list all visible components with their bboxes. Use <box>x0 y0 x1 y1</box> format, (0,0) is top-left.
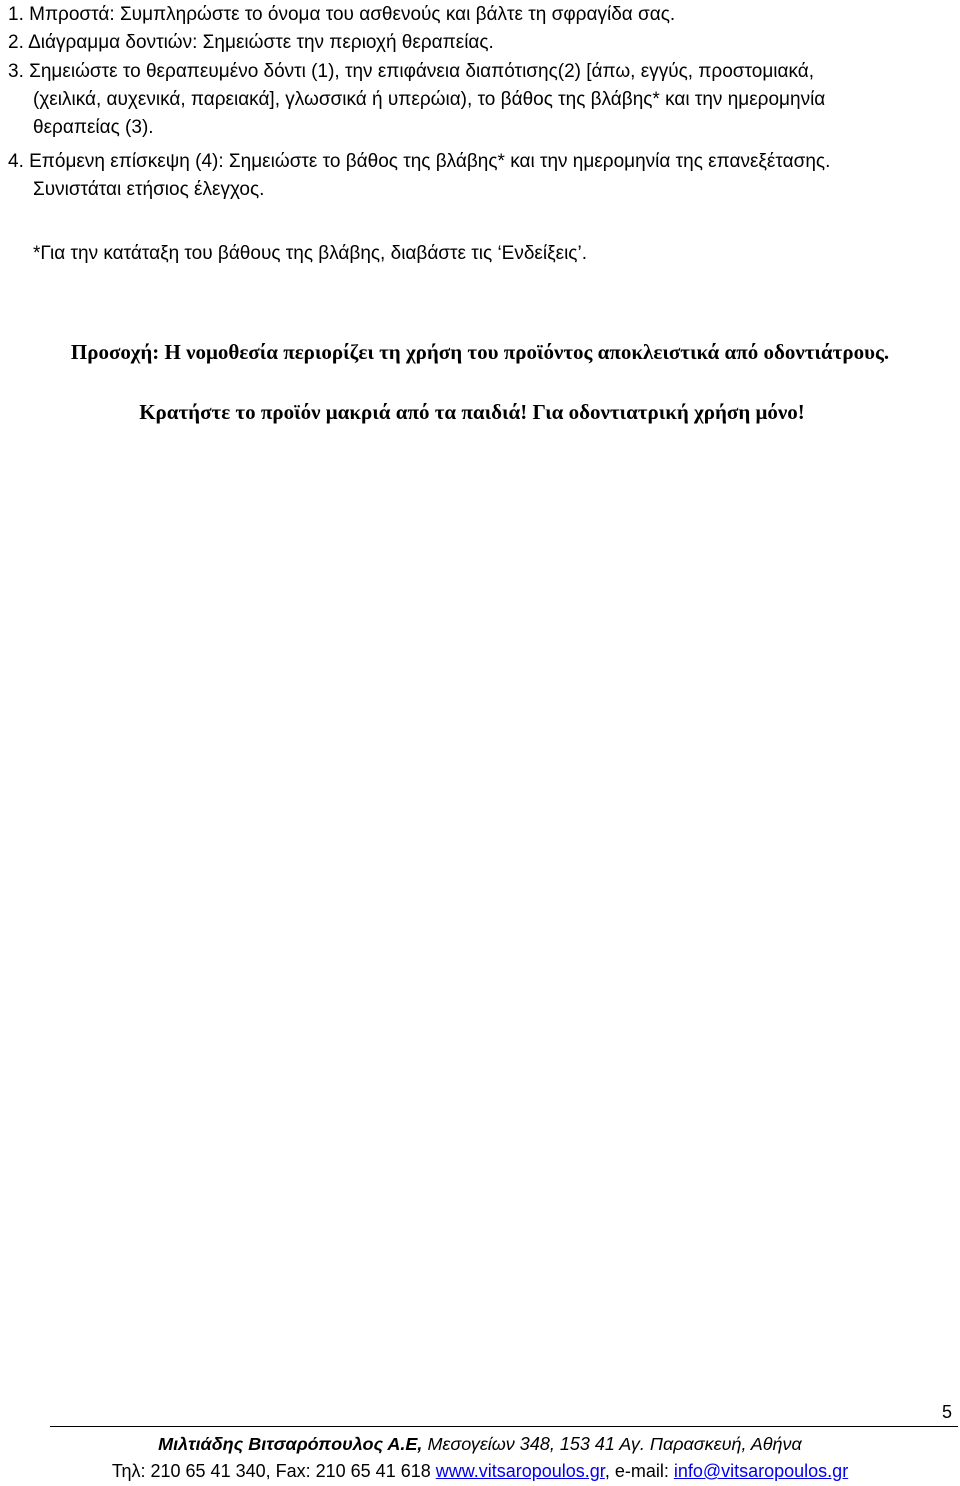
footer-address-line <box>0 1432 960 1456</box>
instruction-step-3-line-1: 3. Σημειώστε το θεραπευμένο δόντι (1), την επιφάνεια διαπότισης(2) [άπω, εγγύς, προστομιακά, <box>8 61 815 82</box>
website-link[interactable]: www.vitsaropoulos.gr <box>435 1461 605 1481</box>
lesion-depth-note: *Για την κατάταξη του βάθους της βλάβης, διαβάστε τις ‘Ενδείξεις’. <box>33 243 587 264</box>
email-label: , e-mail: <box>604 1461 674 1481</box>
legal-warning: Προσοχή: Η νομοθεσία περιορίζει τη χρήση του προϊόντος αποκλειστικά από οδοντιάτρους. <box>70 340 890 364</box>
instruction-step-4-line-2: Συνιστάται ετήσιος έλεγχος. <box>33 179 265 200</box>
instruction-step-1: 1. Μπροστά: Συμπληρώστε το όνομα του ασθενούς και βάλτε τη σφραγίδα σας. <box>8 4 676 25</box>
instruction-step-4-line-1: 4. Επόμενη επίσκεψη (4): Σημειώστε το βάθος της βλάβης* και την ημερομηνία της επανεξέτασης. <box>8 151 831 172</box>
page-number: 5 <box>941 1402 952 1422</box>
footer-divider <box>50 1426 958 1427</box>
instruction-step-2: 2. Διάγραμμα δοντιών: Σημειώστε την περιοχή θεραπείας. <box>8 32 494 53</box>
instruction-step-3-line-2: (χειλικά, αυχενικά, παρειακά], γλωσσικά ή υπερώια), το βάθος της βλάβης* και την ημερομηνία <box>33 89 826 110</box>
email-link[interactable]: info@vitsaropoulos.gr <box>673 1461 849 1481</box>
safety-warning: Κρατήστε το προϊόν μακριά από τα παιδιά! Για οδοντιατρική χρήση μόνο! <box>139 400 805 424</box>
instruction-step-3-line-3: θεραπείας (3). <box>33 117 154 138</box>
phone-fax: Τηλ: 210 65 41 340, Fax: 210 65 41 618 <box>111 1461 436 1481</box>
company-address: Μεσογείων 348, 153 41 Αγ. Παρασκευή, Αθήνα <box>422 1434 802 1454</box>
company-name: Μιλτιάδης Βιτσαρόπουλος Α.Ε, <box>158 1434 423 1454</box>
footer-contact-line <box>0 1459 960 1483</box>
